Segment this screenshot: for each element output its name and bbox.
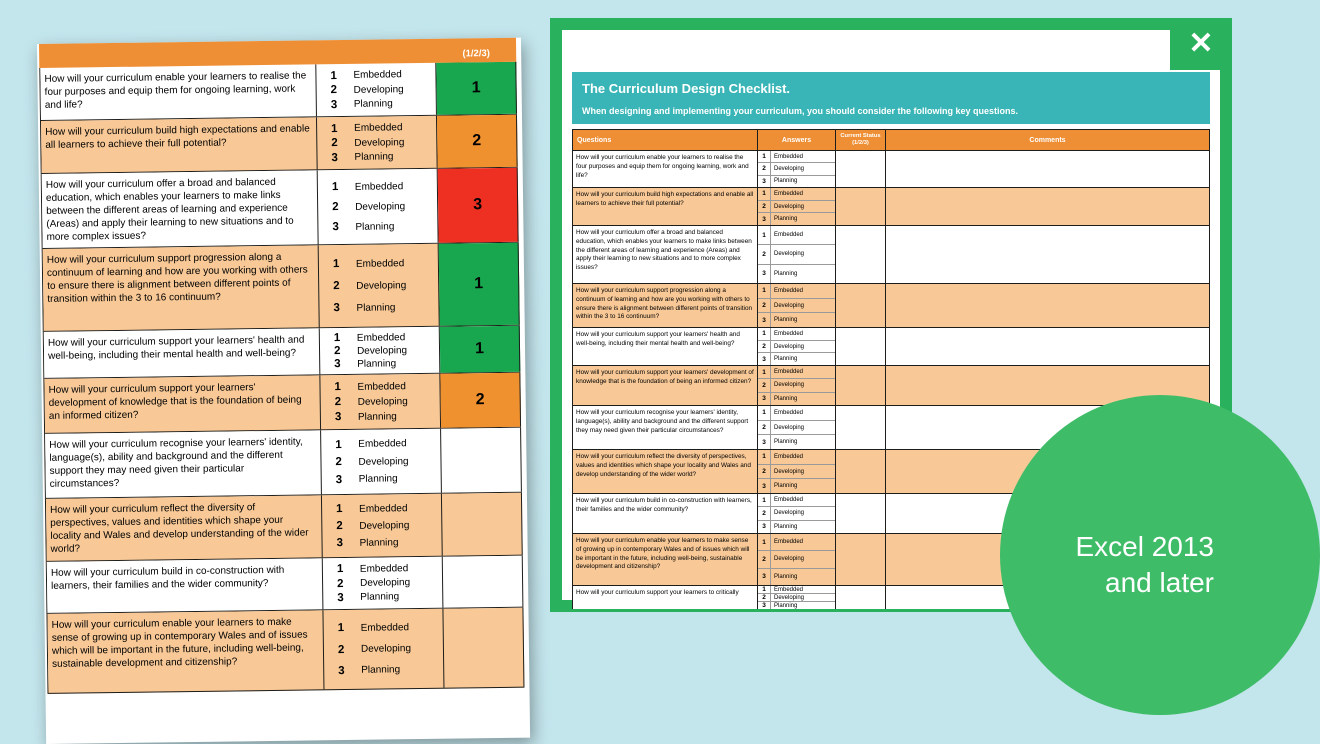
question-text: How will your curriculum build high expectations and enable all learners to achieve their full potential? [41, 117, 318, 173]
option-label: Embedded [774, 153, 804, 160]
option-number: 1 [336, 563, 344, 576]
answer-option [758, 328, 835, 340]
question-text: How will your curriculum offer a broad and balanced education, which enables your learners to make links between the different areas of learning and experience (Areas) and apply their learning to new situations and to more complex issues? [42, 170, 319, 248]
option-number: 2 [335, 456, 342, 469]
option-number: 1 [758, 494, 771, 506]
option-number: 3 [758, 479, 771, 493]
status-cell [443, 556, 524, 608]
zoom-table-row [47, 608, 524, 694]
answer-option [758, 175, 835, 187]
status-cell [443, 608, 524, 688]
option-label: Embedded [354, 122, 403, 134]
option-label: Developing [774, 203, 805, 210]
option-number: 2 [758, 379, 771, 391]
zoom-table-row [42, 168, 519, 249]
answer-option [323, 576, 442, 590]
answer-option [320, 380, 439, 394]
status-cell [836, 151, 886, 187]
option-label: Developing [774, 302, 805, 309]
option-number: 2 [332, 201, 339, 214]
option-label: Planning [774, 573, 798, 580]
option-number: 3 [335, 473, 343, 486]
answer-option [758, 298, 835, 313]
status-cell [836, 328, 886, 365]
answers-cell [758, 586, 836, 609]
table-row [573, 365, 1209, 405]
answer-option [319, 301, 438, 315]
checklist-title-block [572, 72, 1210, 124]
question-text: How will your curriculum enable your learners to realise the four purposes and equip them for ongoing learning, work and life? [573, 151, 758, 187]
question-text: How will your curriculum build high expectations and enable all learners to achieve their full potential? [573, 188, 758, 225]
answer-option [321, 410, 440, 424]
option-label: Developing [774, 424, 805, 431]
option-number: 2 [333, 280, 340, 293]
option-label: Developing [356, 279, 407, 292]
option-number: 1 [758, 450, 771, 464]
question-text: How will your curriculum reflect the diversity of perspectives, values and identities which shape your locality and Wales and develop understanding of the wider world? [573, 450, 758, 493]
option-label: Developing [774, 165, 805, 172]
answer-option [317, 121, 436, 135]
status-cell [442, 493, 523, 556]
option-number: 3 [758, 569, 771, 585]
answer-option [758, 162, 835, 174]
answer-option [758, 464, 835, 479]
header-status-line1: Current Status [840, 132, 881, 139]
answer-option [758, 340, 835, 353]
answer-option [758, 550, 835, 567]
option-label: Embedded [360, 621, 410, 634]
status-cell [836, 284, 886, 327]
status-cell [836, 450, 886, 493]
option-number: 3 [331, 151, 338, 164]
question-text: How will your curriculum enable your learners to make sense of growing up in contemporary Wales and of issues which will be important in the future, including well-being, sustainable development and citizenship? [47, 610, 324, 693]
option-number: 3 [333, 302, 340, 315]
option-number: 3 [334, 358, 341, 371]
answer-option [319, 257, 438, 271]
comments-cell [886, 151, 1209, 187]
answer-option [323, 590, 442, 604]
answer-option [758, 434, 835, 449]
option-label: Embedded [774, 287, 804, 294]
status-cell: 1 [436, 62, 517, 115]
option-label: Embedded [774, 586, 804, 593]
option-number: 2 [331, 137, 338, 150]
option-label: Developing [774, 468, 805, 475]
option-number: 2 [336, 520, 343, 533]
question-text: How will your curriculum support progression along a continuum of learning and how are you working with others to ensure there is alignment between different points of transition within the 3 to 16 continuum? [43, 245, 320, 331]
option-label: Embedded [358, 438, 407, 450]
table-row [573, 327, 1209, 365]
option-label: Planning [774, 439, 798, 446]
answer-option [758, 406, 835, 420]
answer-option [322, 472, 441, 486]
option-label: Developing [774, 251, 805, 258]
status-cell [836, 534, 886, 585]
answer-option [324, 642, 443, 656]
option-number: 2 [758, 299, 771, 313]
answer-option [758, 352, 835, 365]
option-label: Planning [356, 301, 396, 314]
answer-option [324, 621, 443, 635]
option-label: Planning [774, 523, 798, 530]
zoom-table-row [47, 556, 524, 614]
status-cell [836, 366, 886, 405]
option-number: 2 [758, 201, 771, 213]
answer-option [758, 244, 835, 263]
answers-cell [316, 63, 437, 117]
option-number: 3 [758, 213, 771, 225]
option-label: Developing [360, 577, 411, 589]
table-header-row [573, 130, 1209, 150]
question-text: How will your curriculum build in co-construction with learners, their families and the wider community? [47, 558, 324, 613]
option-number: 2 [334, 396, 342, 409]
question-text: How will your curriculum support your learners' development of knowledge that is the foundation of being an informed citizen? [44, 375, 321, 433]
option-label: Developing [358, 455, 409, 468]
answer-option [758, 366, 835, 378]
answers-cell [758, 188, 836, 225]
option-number: 1 [331, 122, 338, 135]
status-cell: 1 [439, 243, 520, 326]
question-text: How will your curriculum support your learners' development of knowledge that is the foundation of being an informed citizen? [573, 366, 758, 405]
option-label: Planning [361, 664, 401, 677]
answers-cell [319, 244, 440, 328]
question-text: How will your curriculum enable your learners to realise the four purposes and equip them for ongoing learning, work and life? [40, 64, 317, 120]
option-number: 2 [337, 643, 345, 656]
answers-cell [323, 557, 444, 610]
option-label: Embedded [774, 369, 804, 376]
option-number: 2 [333, 345, 341, 358]
answer-option [322, 519, 441, 533]
answers-cell [320, 374, 441, 430]
option-label: Planning [774, 395, 798, 402]
option-label: Planning [774, 356, 798, 363]
answers-cell [318, 169, 439, 245]
option-label: Developing [354, 136, 405, 149]
answer-option [758, 312, 835, 327]
status-cell: 2 [440, 373, 521, 428]
answers-cell [758, 494, 836, 533]
checklist-title: The Curriculum Design Checklist. [582, 81, 791, 96]
option-number: 2 [758, 341, 771, 353]
option-number: 2 [758, 421, 771, 435]
answer-option [758, 392, 835, 405]
answer-option [321, 395, 440, 409]
answers-cell [758, 366, 836, 405]
option-label: Planning [354, 151, 394, 163]
option-number: 3 [758, 435, 771, 449]
header-answers: Answers [758, 130, 836, 150]
answer-option [321, 455, 440, 469]
option-label: Embedded [774, 232, 804, 239]
close-button[interactable] [1170, 18, 1232, 70]
question-text: How will your curriculum recognise your learners' identity, language(s), ability and background and the different support they may need given their particular circumstances? [45, 430, 322, 498]
option-label: Developing [357, 395, 408, 408]
close-icon: ✕ [1188, 27, 1214, 60]
status-header-partial: (1/2/3) [462, 48, 490, 60]
compatibility-badge [1000, 395, 1320, 715]
option-label: Developing [774, 343, 805, 350]
answers-cell [322, 494, 443, 558]
option-label: Planning [774, 178, 798, 185]
option-label: Planning [774, 270, 798, 277]
option-number: 2 [758, 551, 771, 567]
zoom-table-row [40, 62, 517, 121]
option-number: 1 [758, 366, 771, 378]
answer-option [758, 212, 835, 225]
option-label: Embedded [774, 330, 804, 337]
answers-cell [758, 328, 836, 365]
answers-cell [758, 406, 836, 449]
option-label: Planning [359, 536, 399, 549]
status-cell: 2 [437, 115, 518, 168]
option-number: 1 [337, 622, 345, 635]
option-label: Developing [360, 643, 412, 655]
status-cell [836, 226, 886, 283]
checklist-subtitle: When designing and implementing your curriculum, you should consider the following key questions. [582, 106, 1019, 116]
option-label: Embedded [774, 409, 804, 416]
option-number: 3 [334, 411, 342, 424]
answer-option [758, 478, 835, 493]
answer-option [758, 534, 835, 550]
option-number: 2 [758, 507, 771, 519]
zoom-table-row [43, 243, 520, 332]
option-label: Planning [357, 357, 397, 370]
comments-cell [886, 188, 1209, 225]
comments-cell [886, 284, 1209, 327]
option-label: Developing [774, 510, 805, 517]
question-text: How will your curriculum support your learners' health and well-being, including their mental health and well-being? [44, 328, 321, 378]
option-number: 2 [758, 163, 771, 174]
answer-option [320, 331, 439, 345]
option-number: 1 [332, 258, 340, 271]
answer-option [317, 136, 436, 150]
option-label: Embedded [357, 380, 406, 393]
answer-option [322, 536, 441, 550]
zoom-table [39, 62, 524, 694]
option-label: Developing [774, 556, 805, 563]
option-label: Planning [358, 473, 398, 485]
option-number: 1 [758, 226, 771, 244]
answer-option [320, 344, 439, 358]
answers-cell [320, 327, 441, 375]
option-label: Planning [360, 591, 400, 604]
option-label: Planning [774, 216, 798, 223]
answer-option [758, 593, 835, 601]
option-label: Planning [774, 602, 798, 609]
status-cell [836, 406, 886, 449]
answer-option [319, 279, 438, 293]
option-label: Planning [774, 317, 798, 324]
zoom-table-row [46, 493, 523, 562]
option-label: Embedded [355, 257, 405, 270]
answer-option [758, 450, 835, 464]
answer-option [758, 586, 835, 593]
option-label: Embedded [356, 331, 406, 344]
status-cell [836, 188, 886, 225]
table-row [573, 283, 1209, 327]
answer-option [758, 506, 835, 519]
answer-option [317, 150, 436, 164]
option-label: Embedded [359, 562, 409, 575]
option-label: Planning [357, 410, 397, 423]
answers-cell [758, 284, 836, 327]
answer-option [758, 284, 835, 298]
option-number: 1 [758, 534, 771, 550]
zoom-table-row [45, 428, 522, 499]
header-current-status [836, 130, 886, 150]
option-number: 3 [337, 591, 344, 604]
answers-cell [758, 450, 836, 493]
answer-option [758, 568, 835, 585]
option-number: 3 [758, 353, 771, 365]
answer-option [758, 601, 835, 609]
comments-cell [886, 226, 1209, 283]
question-text: How will your curriculum support your learners' health and well-being, including their mental health and well-being? [573, 328, 758, 365]
option-number: 1 [758, 586, 771, 593]
option-number: 3 [338, 664, 345, 677]
option-label: Planning [355, 220, 395, 233]
option-number: 3 [330, 98, 338, 111]
zoomed-checklist-preview [37, 38, 530, 744]
option-number: 3 [758, 265, 771, 283]
answer-option [758, 520, 835, 533]
option-number: 1 [331, 181, 339, 194]
answer-option [758, 494, 835, 506]
zoom-table-row [41, 115, 518, 174]
answer-option [758, 226, 835, 244]
header-status-line2: (1/2/3) [852, 140, 869, 146]
question-text: How will your curriculum build in co-construction with learners, their families and the wider community? [573, 494, 758, 533]
option-number: 2 [758, 465, 771, 479]
option-number: 1 [333, 332, 341, 345]
option-number: 3 [336, 537, 344, 550]
option-label: Developing [355, 200, 406, 213]
compatibility-text [1075, 529, 1214, 602]
question-text: How will your curriculum enable your learners to make sense of growing up in contemporary Wales and of issues which will be important in the future, including well-being, sustainable development and citizenship? [573, 534, 758, 585]
answer-option [318, 200, 437, 214]
answer-option [317, 97, 436, 111]
option-number: 1 [330, 69, 337, 82]
header-questions: Questions [573, 130, 758, 150]
comments-cell [886, 328, 1209, 365]
badge-line1: Excel 2013 [1075, 531, 1214, 562]
answer-option [758, 378, 835, 391]
status-cell [441, 428, 522, 493]
option-label: Embedded [774, 453, 804, 460]
answer-option [321, 437, 440, 451]
answer-option [320, 357, 439, 371]
question-text: How will your curriculum offer a broad and balanced education, which enables your learners to make links between the different areas of learning and experience (Areas) and apply their learning to new situations and to more complex issues? [573, 226, 758, 283]
option-label: Developing [356, 344, 408, 357]
option-number: 3 [758, 521, 771, 533]
answer-option [758, 151, 835, 162]
header-comments: Comments [1029, 136, 1066, 144]
answers-cell [321, 429, 442, 495]
answer-option [323, 562, 442, 576]
option-number: 3 [332, 221, 339, 234]
answer-option [758, 200, 835, 213]
status-cell: 3 [438, 168, 519, 243]
question-text: How will your curriculum recognise your learners' identity, language(s), ability and background and the different support they may need given their particular circumstances? [573, 406, 758, 449]
zoom-table-row [44, 373, 521, 434]
option-number: 1 [758, 151, 771, 162]
question-text: How will your curriculum support your learners to critically [573, 586, 758, 609]
answer-option [324, 663, 443, 677]
option-number: 1 [758, 284, 771, 298]
badge-line2: and later [1105, 567, 1214, 599]
option-label: Embedded [774, 190, 804, 197]
answers-cell [758, 226, 836, 283]
answer-option [317, 83, 436, 97]
option-label: Developing [774, 594, 805, 601]
answer-option [758, 188, 835, 200]
option-number: 3 [758, 176, 771, 187]
option-number: 2 [337, 577, 344, 590]
answers-cell [317, 116, 438, 170]
option-number: 3 [758, 313, 771, 327]
option-number: 3 [758, 393, 771, 405]
option-number: 3 [758, 602, 771, 609]
option-label: Embedded [774, 539, 804, 546]
option-label: Embedded [354, 180, 404, 193]
option-number: 2 [758, 594, 771, 601]
status-cell [836, 586, 886, 609]
table-row [573, 150, 1209, 187]
option-label: Developing [359, 519, 410, 532]
answer-option [318, 180, 437, 194]
option-label: Embedded [774, 497, 804, 504]
answers-cell [323, 609, 444, 690]
option-label: Planning [774, 483, 798, 490]
option-number: 2 [758, 245, 771, 263]
option-label: Embedded [359, 502, 408, 515]
answers-cell [758, 151, 836, 187]
option-label: Embedded [353, 69, 402, 81]
answers-cell [758, 534, 836, 585]
option-number: 1 [334, 381, 342, 394]
answer-option [318, 220, 437, 234]
question-text: How will your curriculum reflect the diversity of perspectives, values and identities which shape your locality and Wales and develop understanding of the wider world? [46, 495, 323, 561]
option-number: 1 [758, 328, 771, 340]
option-number: 1 [335, 438, 342, 451]
status-cell: 1 [440, 326, 521, 373]
answer-option [758, 264, 835, 283]
table-row [573, 187, 1209, 225]
status-cell [836, 494, 886, 533]
table-row [573, 225, 1209, 283]
option-label: Developing [774, 382, 805, 389]
answer-option [316, 68, 435, 82]
answer-option [322, 502, 441, 516]
option-number: 1 [758, 406, 771, 420]
zoom-table-row [44, 326, 521, 379]
question-text: How will your curriculum support progression along a continuum of learning and how are you working with others to ensure there is alignment between different points of transition within the 3 to 16 continuum? [573, 284, 758, 327]
option-label: Planning [353, 98, 393, 110]
answer-option [758, 420, 835, 435]
option-number: 2 [330, 84, 338, 97]
option-number: 1 [758, 188, 771, 200]
option-label: Developing [353, 83, 404, 96]
option-number: 1 [336, 503, 343, 516]
